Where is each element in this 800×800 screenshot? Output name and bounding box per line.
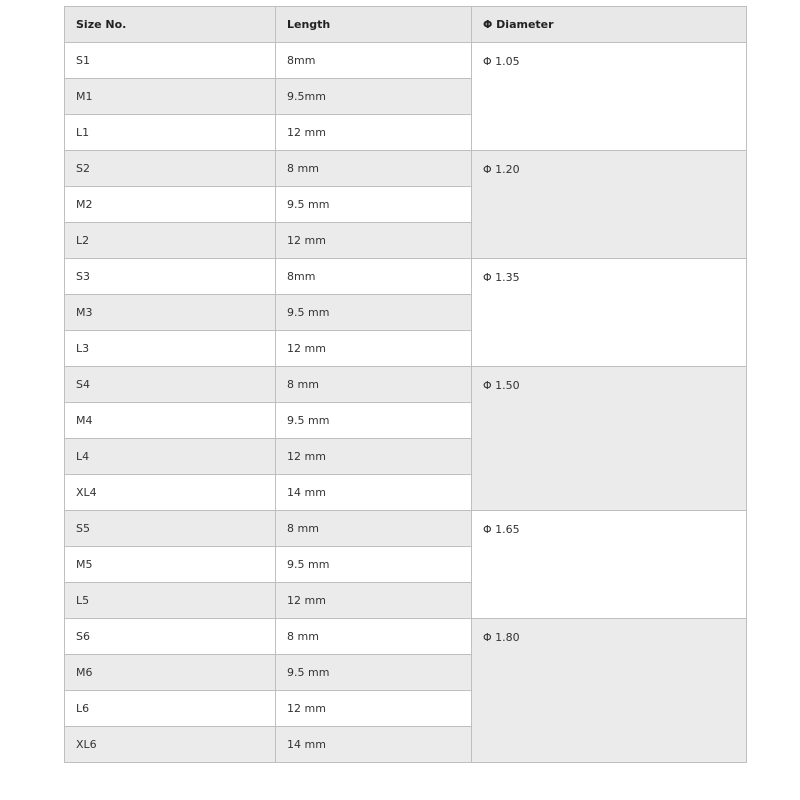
size-table-container	[64, 6, 746, 763]
header-row	[65, 7, 747, 43]
table-row	[65, 619, 747, 655]
table-row	[65, 367, 747, 403]
size-cell: S5	[65, 511, 276, 547]
size-cell: L6	[65, 691, 276, 727]
size-cell: L4	[65, 439, 276, 475]
size-cell: S1	[65, 43, 276, 79]
length-cell: 9.5 mm	[276, 403, 472, 439]
length-cell: 9.5 mm	[276, 187, 472, 223]
length-cell: 8 mm	[276, 151, 472, 187]
length-cell: 12 mm	[276, 691, 472, 727]
length-cell: 8mm	[276, 259, 472, 295]
table-body	[65, 43, 747, 763]
header-length: Length	[276, 7, 472, 43]
size-cell: M4	[65, 403, 276, 439]
length-cell: 12 mm	[276, 439, 472, 475]
length-cell: 8 mm	[276, 619, 472, 655]
size-cell: M1	[65, 79, 276, 115]
length-cell: 8mm	[276, 43, 472, 79]
length-cell: 8 mm	[276, 367, 472, 403]
size-cell: M5	[65, 547, 276, 583]
size-cell: S2	[65, 151, 276, 187]
diameter-cell: Φ 1.35	[472, 259, 747, 367]
length-cell: 9.5mm	[276, 79, 472, 115]
size-cell: M6	[65, 655, 276, 691]
table-row	[65, 43, 747, 79]
length-cell: 9.5 mm	[276, 547, 472, 583]
size-cell: XL4	[65, 475, 276, 511]
length-cell: 12 mm	[276, 223, 472, 259]
length-cell: 12 mm	[276, 583, 472, 619]
size-cell: S3	[65, 259, 276, 295]
table-row	[65, 511, 747, 547]
length-cell: 9.5 mm	[276, 295, 472, 331]
size-cell: L5	[65, 583, 276, 619]
header-size: Size No.	[65, 7, 276, 43]
length-cell: 14 mm	[276, 475, 472, 511]
diameter-cell: Φ 1.05	[472, 43, 747, 151]
diameter-cell: Φ 1.50	[472, 367, 747, 511]
header-diameter: Φ Diameter	[472, 7, 747, 43]
size-cell: L2	[65, 223, 276, 259]
length-cell: 12 mm	[276, 115, 472, 151]
table-row	[65, 259, 747, 295]
table-row	[65, 151, 747, 187]
size-cell: XL6	[65, 727, 276, 763]
size-cell: M2	[65, 187, 276, 223]
size-cell: L3	[65, 331, 276, 367]
length-cell: 14 mm	[276, 727, 472, 763]
diameter-cell: Φ 1.80	[472, 619, 747, 763]
length-cell: 12 mm	[276, 331, 472, 367]
size-cell: S4	[65, 367, 276, 403]
size-cell: S6	[65, 619, 276, 655]
length-cell: 9.5 mm	[276, 655, 472, 691]
diameter-cell: Φ 1.65	[472, 511, 747, 619]
size-cell: M3	[65, 295, 276, 331]
size-cell: L1	[65, 115, 276, 151]
size-table	[64, 6, 747, 763]
length-cell: 8 mm	[276, 511, 472, 547]
diameter-cell: Φ 1.20	[472, 151, 747, 259]
